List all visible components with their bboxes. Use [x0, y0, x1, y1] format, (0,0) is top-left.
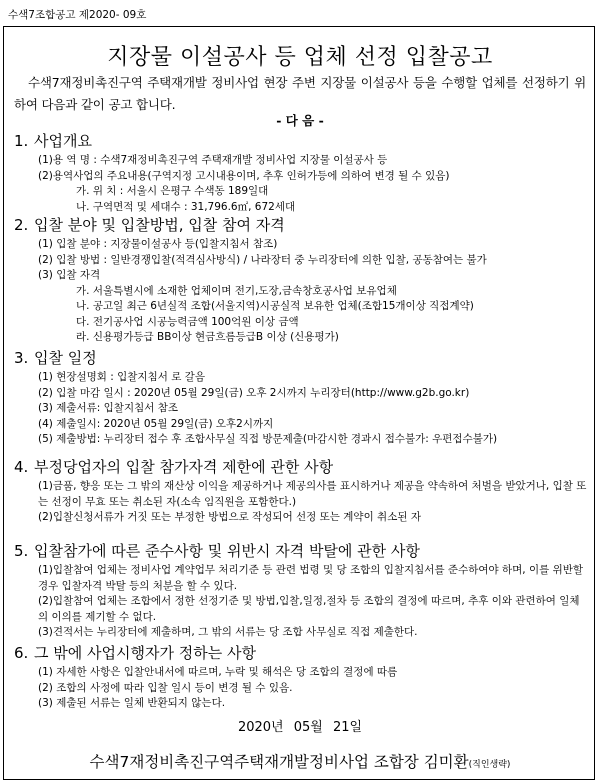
list-item: (2) 입찰 마감 일시 : 2020년 05월 29일(금) 오후 2시까지 누리장터(http://www.g2b.go.kr): [38, 386, 470, 399]
list-item: (2) 조합의 사정에 따라 입찰 일시 등이 변경 될 수 있음.: [38, 681, 293, 694]
section-heading: 4. 부정당업자의 입찰 참가자격 제한에 관한 사항: [14, 458, 334, 476]
section-1: [14, 129, 589, 215]
sub-item: 나. 구역면적 및 세대수 : 31,796.6㎡, 672세대: [76, 200, 296, 213]
section-divider-label: - 다 음 -: [276, 113, 324, 128]
list-item: (3) 제출된 서류는 일체 반환되지 않는다.: [38, 697, 226, 709]
list-item: (2)입찰참여 업체는 조합에서 정한 선정기준 및 방법,입찰,일정,절차 등 조합의 결정에 따르며, 추후 이와 관련하여 일체의 이의를 제기할 수 없다.: [38, 595, 580, 623]
sub-item: 가. 서울특별시에 소재한 업체이며 전기,도장,금속창호공사업 보유업체: [76, 284, 397, 297]
list-item: (1)용 역 명 : 수색7재정비촉진구역 주택재개발 정비사업 지장물 이설공사 등: [38, 154, 388, 166]
section-heading: 1. 사업개요: [14, 132, 92, 150]
list-item: (1) 입찰 분야 : 지장물이설공사 등(입찰지침서 참조): [38, 238, 278, 250]
list-item: (1) 현장설명회 : 입찰지침서 로 갈음: [38, 371, 205, 383]
list-item: (4) 제출일시: 2020년 05월 29일(금) 오후2시까지: [38, 417, 274, 430]
document-number: 수색7조합공고 제2020- 09호: [8, 9, 147, 21]
sub-item: 나. 공고일 최근 6년실적 조합(서울지역)시공실적 보유한 업체(조합15개이상 직접계약): [76, 300, 474, 312]
sub-item: 다. 전기공사업 시공능력금액 100억원 이상 금액: [76, 315, 299, 328]
intro-paragraph: 수색7재정비촉진구역 주택재개발 정비사업 현장 주변 지장물 이설공사 등을 수행할 업체를 선정하기 위하여 다음과 같이 공고 합니다.: [14, 75, 586, 112]
page-title: 지장물 이설공사 등 업체 선정 입찰공고: [107, 45, 493, 70]
list-item: (2) 입찰 방법 : 일반경쟁입찰(적격심사방식) / 나라장터 중 누리장터에 의한 입찰, 공동참여는 불가: [38, 253, 487, 266]
section-4: [14, 455, 589, 526]
signer-name: 수색7재정비촉진구역주택재개발정비사업 조합장 김미환: [89, 753, 469, 771]
list-item: (2)입찰신청서류가 거짓 또는 부정한 방법으로 작성되어 선정 또는 계약이 취소된 자: [38, 511, 421, 523]
list-item: (1)입찰참여 업체는 정비사업 계약업무 처리기준 등 관련 법령 및 당 조합의 입찰지침서를 준수하여야 하며, 이를 위반할 경우 입찰자격 박탈 등의 처분을 할 수 있다.: [38, 564, 583, 592]
section-heading: 6. 그 밖에 사업시행자가 정하는 사항: [14, 644, 256, 662]
sub-item: 라. 신용평가등급 BB이상 현금흐름등급B 이상 (신용평가): [76, 331, 339, 343]
list-item: (3)견적서는 누리장터에 제출하며, 그 밖의 서류는 당 조합 사무실로 직접 제출한다.: [38, 626, 418, 638]
seal-note: (직인생략): [468, 760, 511, 770]
section-heading: 2. 입찰 분야 및 입찰방법, 입찰 참여 자격: [14, 216, 285, 234]
section-heading: 5. 입찰참가에 따른 준수사항 및 위반시 자격 박탈에 관한 사항: [14, 542, 420, 560]
section-3: [14, 346, 589, 448]
announcement-date: 2020년 05월 21일: [237, 720, 363, 735]
section-5: [14, 539, 589, 641]
list-item: (3) 제출서류: 입찰지침서 참조: [38, 402, 178, 414]
sub-item: 가. 위 치 : 서울시 은평구 수색동 189일대: [76, 185, 269, 197]
list-item: (1)금품, 향응 또는 그 밖의 재산상 이익을 제공하거나 제공의사를 표시하거나 제공을 약속하여 처벌을 받았거나, 입찰 또는 선정이 무효 또는 취소된 자(소속 임직원을 포함한다.): [38, 480, 587, 508]
list-item: (3) 입찰 자격: [38, 269, 101, 281]
list-item: (5) 제출방법: 누리장터 접수 후 조합사무실 직접 방문제출(마감시한 경과시 접수불가: 우편접수불가): [38, 433, 498, 445]
list-item: (2)용역사업의 주요내용(구역지정 고시내용이며, 추후 인허가등에 의하여 변경 될 수 있음): [38, 169, 450, 182]
signer-line: [0, 750, 600, 772]
section-heading: 3. 입찰 일정: [14, 349, 97, 367]
section-2: [14, 213, 589, 346]
section-6: [14, 641, 589, 712]
list-item: (1) 자세한 사항은 입찰안내서에 따르며, 누락 및 해석은 당 조합의 결정에 따름: [38, 666, 398, 678]
